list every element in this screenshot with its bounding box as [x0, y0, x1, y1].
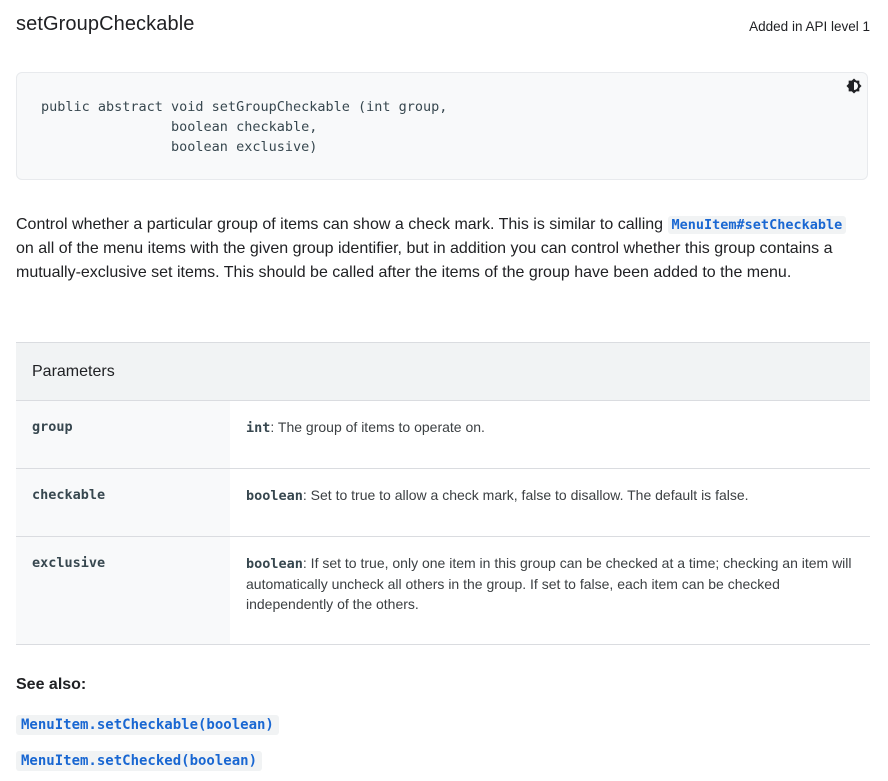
method-signature-block — [16, 72, 868, 180]
method-header — [16, 0, 870, 52]
param-type: int — [246, 420, 271, 436]
method-signature — [41, 97, 447, 157]
see-also-link-setcheckable[interactable] — [16, 716, 279, 734]
param-description — [230, 537, 870, 645]
param-name: exclusive — [16, 537, 230, 645]
table-row — [16, 537, 870, 645]
description-text-1: Control whether a particular group of items can show a check mark. This is similar to calling — [16, 216, 668, 233]
brightness-contrast-icon[interactable] — [846, 78, 862, 94]
param-desc-text: : The group of items to operate on. — [270, 419, 485, 435]
param-name: group — [16, 401, 230, 469]
param-type: boolean — [246, 488, 303, 504]
see-also-code: MenuItem.setCheckable(boolean) — [16, 715, 279, 735]
param-desc-text: : If set to true, only one item in this group can be checked at a time; checking an item will automatically uncheck all others in the group. If set to false, each item can be checked independently of the others. — [246, 555, 852, 612]
api-level-label: Added in API level 1 — [749, 19, 870, 34]
see-also-heading: See also: — [16, 676, 87, 693]
description-text-2: on all of the menu items with the given group identifier, but in addition you can control whether this group contains a mutually-exclusive set items. This should be called after the items of the group have been added to the menu. — [16, 240, 833, 281]
menuitem-setcheckable-link[interactable] — [668, 216, 847, 233]
signature-line-3: boolean exclusive) — [41, 139, 318, 155]
param-desc-text: : Set to true to allow a check mark, false to disallow. The default is false. — [302, 487, 749, 503]
table-row — [16, 401, 870, 469]
parameters-table — [16, 342, 870, 645]
param-type: boolean — [246, 556, 303, 572]
method-description — [16, 213, 868, 285]
see-also-link-setchecked[interactable] — [16, 752, 262, 770]
param-name: checkable — [16, 469, 230, 537]
see-also-code: MenuItem.setChecked(boolean) — [16, 751, 262, 771]
param-description — [230, 401, 870, 469]
menuitem-setcheckable-code: MenuItem#setCheckable — [668, 216, 847, 234]
method-title: setGroupCheckable — [16, 13, 195, 35]
method-section — [16, 0, 870, 769]
parameters-header: Parameters — [16, 343, 870, 401]
param-description — [230, 469, 870, 537]
table-row — [16, 469, 870, 537]
signature-line-2: boolean checkable, — [41, 119, 318, 135]
signature-line-1: public abstract void setGroupCheckable (int group, — [41, 99, 448, 115]
